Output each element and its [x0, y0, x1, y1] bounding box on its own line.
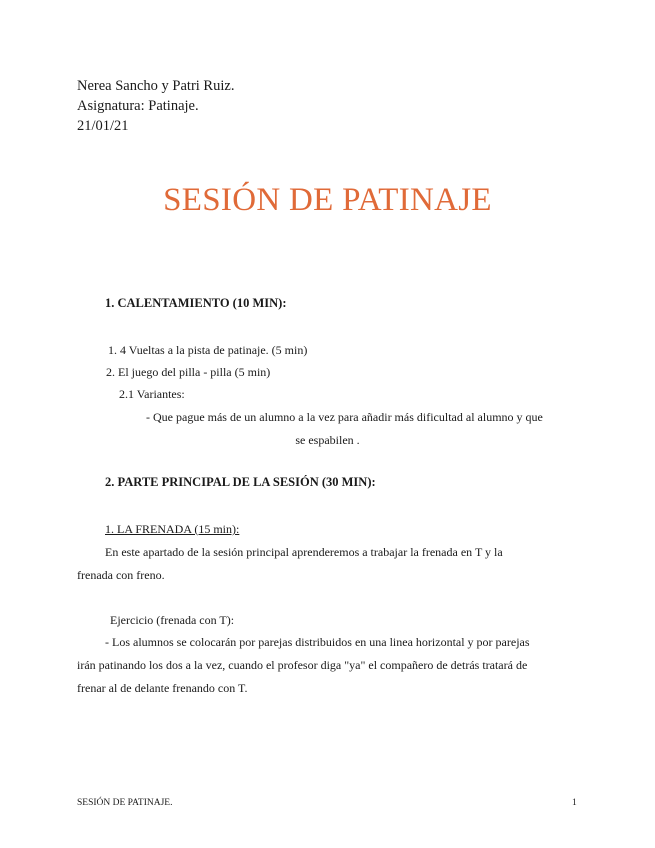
- variant-line-2: se espabilen .: [295, 433, 360, 447]
- variants-label: 2.1 Variantes:: [119, 387, 185, 401]
- intro-line-2: frenada con freno.: [77, 568, 165, 582]
- date-line: 21/01/21: [77, 118, 129, 134]
- variant-line-1: - Que pague más de un alumno a la vez para añadir más dificultad al alumno y que: [146, 410, 543, 424]
- exercise-label: Ejercicio (frenada con T):: [110, 613, 235, 627]
- warmup-item-2: 2. El juego del pilla - pilla (5 min): [106, 365, 271, 379]
- page-number: 1: [572, 798, 577, 808]
- main-heading: 2. PARTE PRINCIPAL DE LA SESIÓN (30 MIN):: [105, 475, 376, 489]
- author-names: Nerea Sancho y Patri Ruiz.: [77, 78, 235, 94]
- exercise-line-1: - Los alumnos se colocarán por parejas distribuidos en una linea horizontal y por parejas: [105, 635, 530, 649]
- exercise-line-2: irán patinando los dos a la vez, cuando el profesor diga "ya" el compañero de detrás tratará de: [77, 658, 528, 672]
- braking-subheading: 1. LA FRENADA (15 min):: [105, 522, 240, 536]
- warmup-heading: 1. CALENTAMIENTO (10 MIN):: [105, 296, 287, 310]
- subject-line: Asignatura: Patinaje.: [77, 98, 199, 114]
- footer-running-title: SESIÓN DE PATINAJE.: [77, 798, 173, 808]
- exercise-line-3: frenar al de delante frenando con T.: [77, 681, 248, 695]
- document-title: SESIÓN DE PATINAJE: [163, 182, 492, 218]
- intro-line-1: En este apartado de la sesión principal aprenderemos a trabajar la frenada en T y la: [105, 545, 503, 559]
- warmup-item-1: 1. 4 Vueltas a la pista de patinaje. (5 min): [108, 343, 308, 357]
